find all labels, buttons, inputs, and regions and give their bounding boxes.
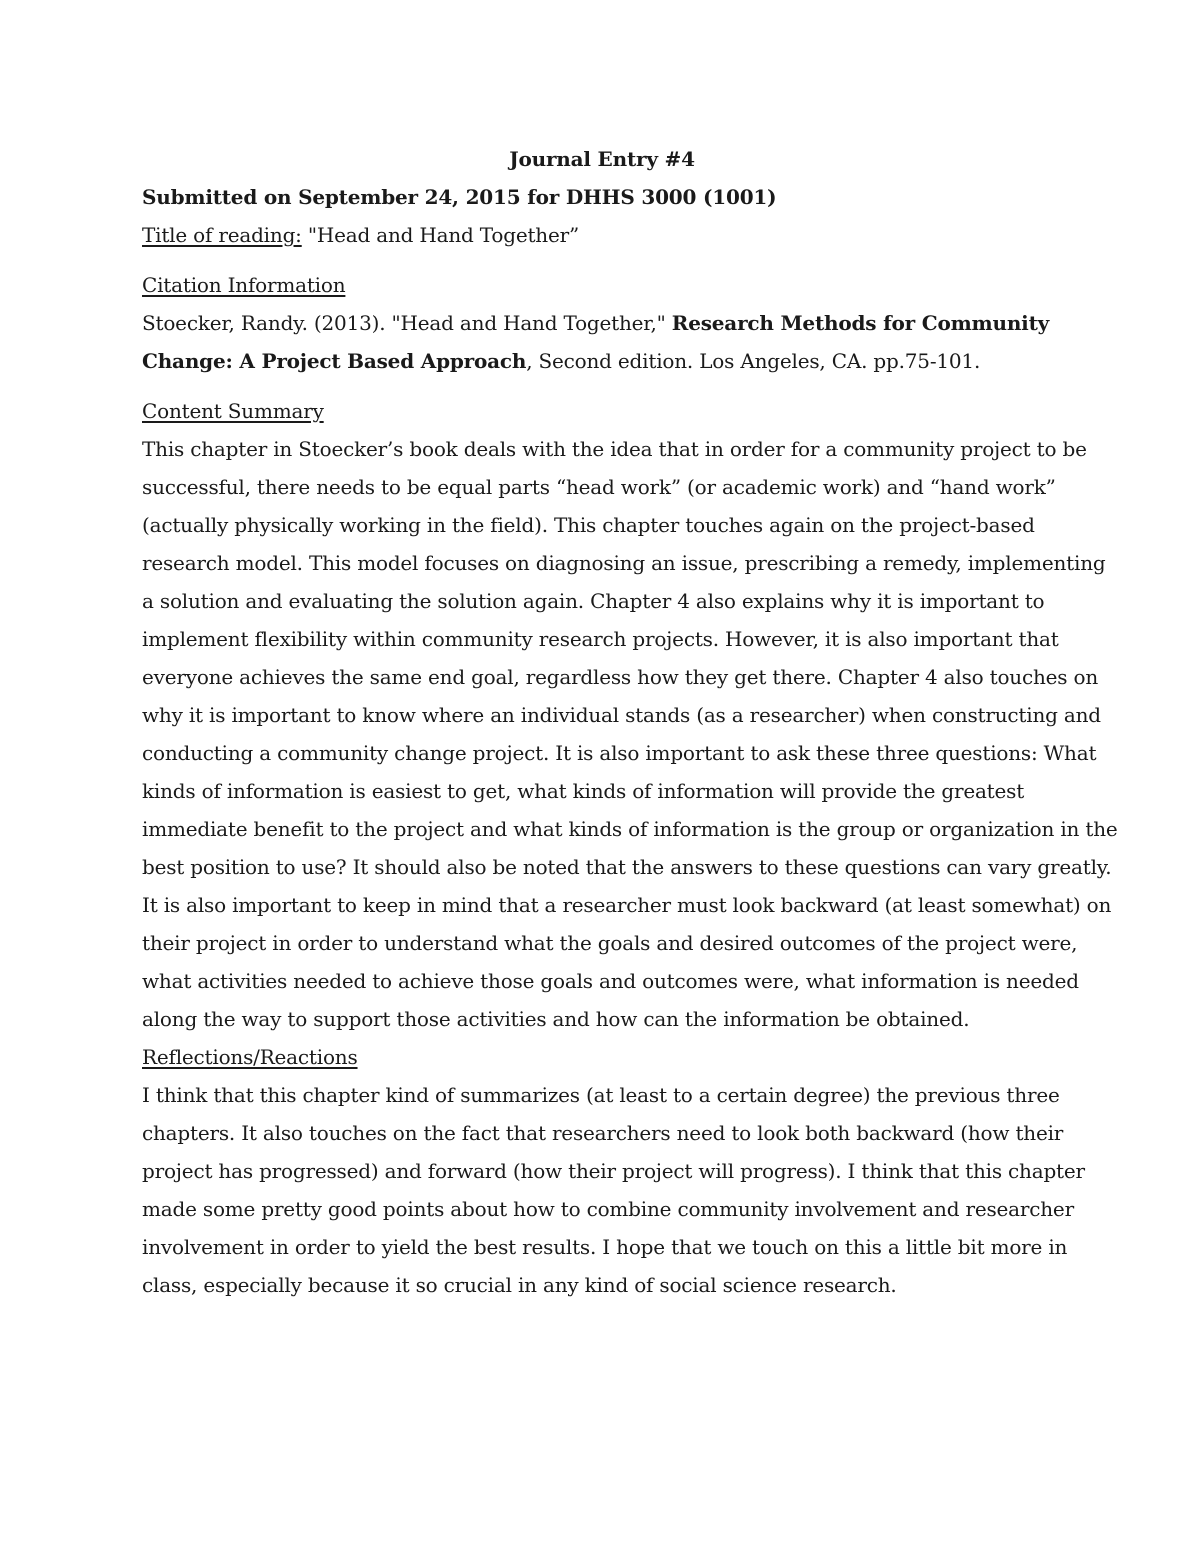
reflections-line: class, especially because it so crucial in any kind of social science research. <box>142 1273 897 1297</box>
citation-publication-details: , Second edition. Los Angeles, CA. pp.75-101. <box>526 349 981 373</box>
summary-line: best position to use? It should also be noted that the answers to these questions can vary greatly. <box>142 855 1112 879</box>
reflections-line: project has progressed) and forward (how their project will progress). I think that this chapter <box>142 1159 1085 1183</box>
citation-heading: Citation Information <box>142 273 346 297</box>
document-body <box>142 140 1118 1304</box>
summary-line: conducting a community change project. It is also important to ask these three questions: What <box>142 741 1097 765</box>
citation-book-title-part-1: Research Methods for Community <box>671 311 1050 335</box>
summary-line: everyone achieves the same end goal, regardless how they get there. Chapter 4 also touches on <box>142 665 1099 689</box>
summary-line: This chapter in Stoecker’s book deals with the idea that in order for a community project to be <box>142 437 1087 461</box>
reflections-heading-line <box>142 1038 1062 1076</box>
reflections-heading: Reflections/Reactions <box>142 1045 358 1069</box>
citation-line-1 <box>142 304 1062 342</box>
citation-line-2 <box>142 342 1062 380</box>
reading-title-value: "Head and Hand Together” <box>301 223 580 247</box>
citation-book-title-part-2: Change: A Project Based Approach <box>142 349 527 373</box>
summary-line: along the way to support those activities and how can the information be obtained. <box>142 1007 970 1031</box>
reading-title-label: Title of reading: <box>142 223 302 247</box>
summary-line: research model. This model focuses on diagnosing an issue, prescribing a remedy, implementing <box>142 551 1106 575</box>
summary-line: what activities needed to achieve those goals and outcomes were, what information is needed <box>142 969 1079 993</box>
summary-line: successful, there needs to be equal parts “head work” (or academic work) and “hand work” <box>142 475 1056 499</box>
citation-heading-line <box>142 266 1062 304</box>
citation-author-text: Stoecker, Randy. (2013). "Head and Hand Together," <box>142 311 672 335</box>
summary-line: (actually physically working in the field). This chapter touches again on the project-based <box>142 513 1035 537</box>
summary-line: why it is important to know where an individual stands (as a researcher) when constructing and <box>142 703 1101 727</box>
document-title: Journal Entry #4 <box>509 147 695 171</box>
summary-line: implement flexibility within community research projects. However, it is also important that <box>142 627 1059 651</box>
summary-heading: Content Summary <box>142 399 324 423</box>
reflections-line: chapters. It also touches on the fact that researchers need to look both backward (how their <box>142 1121 1064 1145</box>
reflections-line: I think that this chapter kind of summarizes (at least to a certain degree) the previous three <box>142 1083 1060 1107</box>
reflections-paragraph <box>142 1076 1085 1304</box>
reading-title-line <box>142 216 1062 254</box>
reflections-line: involvement in order to yield the best results. I hope that we touch on this a little bit more in <box>142 1235 1068 1259</box>
summary-line: their project in order to understand what the goals and desired outcomes of the project were, <box>142 931 1078 955</box>
summary-line: a solution and evaluating the solution again. Chapter 4 also explains why it is important to <box>142 589 1045 613</box>
summary-line: kinds of information is easiest to get, what kinds of information will provide the greatest <box>142 779 1025 803</box>
summary-heading-line <box>142 392 1062 430</box>
summary-paragraph <box>142 430 1118 1038</box>
summary-line: immediate benefit to the project and what kinds of information is the group or organization in the <box>142 817 1118 841</box>
submission-line: Submitted on September 24, 2015 for DHHS 3000 (1001) <box>142 185 777 209</box>
reflections-line: made some pretty good points about how to combine community involvement and researcher <box>142 1197 1074 1221</box>
summary-line: It is also important to keep in mind that a researcher must look backward (at least somewhat) on <box>142 893 1112 917</box>
